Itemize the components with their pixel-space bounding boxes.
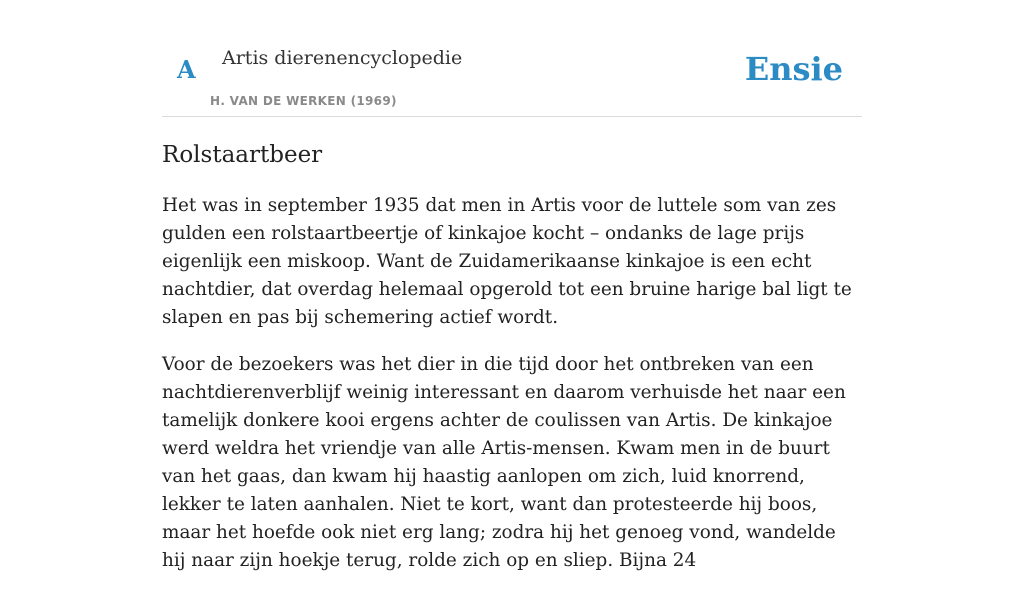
author-label: H. VAN DE WERKEN (1969) <box>210 94 397 108</box>
entry-content <box>162 192 864 594</box>
entry-title: Rolstaartbeer <box>162 142 323 168</box>
letter-index-link[interactable]: A <box>177 55 196 84</box>
paragraph-2: Voor de bezoekers was het dier in die tijd door het ontbreken van een nachtdierenverblijf weinig interessant en daarom verhuisde het naar een tamelijk donkere kooi ergens achter de coulissen van Artis. De kinkajoe werd weldra het vriendje van alle Artis-mensen. Kwam men in de buurt van het gaas, dan kwam hij haastig aanlopen om zich, luid knorrend, lekker te laten aanhalen. Niet te kort, want dan protesteerde hij boos, maar het hoefde ook niet erg lang; zodra hij het genoeg vond, wandelde hij naar zijn hoekje terug, rolde zich op en sliep. Bijna 24 <box>162 354 846 571</box>
paragraph-1: Het was in september 1935 dat men in Artis voor de luttele som van zes gulden een rolstaartbeertje of kinkajoe kocht – ondanks de lage prijs eigenlijk een miskoop. Want de Zuidamerikaanse kinkajoe is een echt nachtdier, dat overdag helemaal opgerold tot een bruine harige bal ligt te slapen en pas bij schemering actief wordt. <box>162 195 852 328</box>
ensie-logo-link[interactable]: Ensie <box>744 50 843 88</box>
work-title-link[interactable]: Artis dierenencyclopedie <box>222 47 463 69</box>
header <box>162 0 862 117</box>
